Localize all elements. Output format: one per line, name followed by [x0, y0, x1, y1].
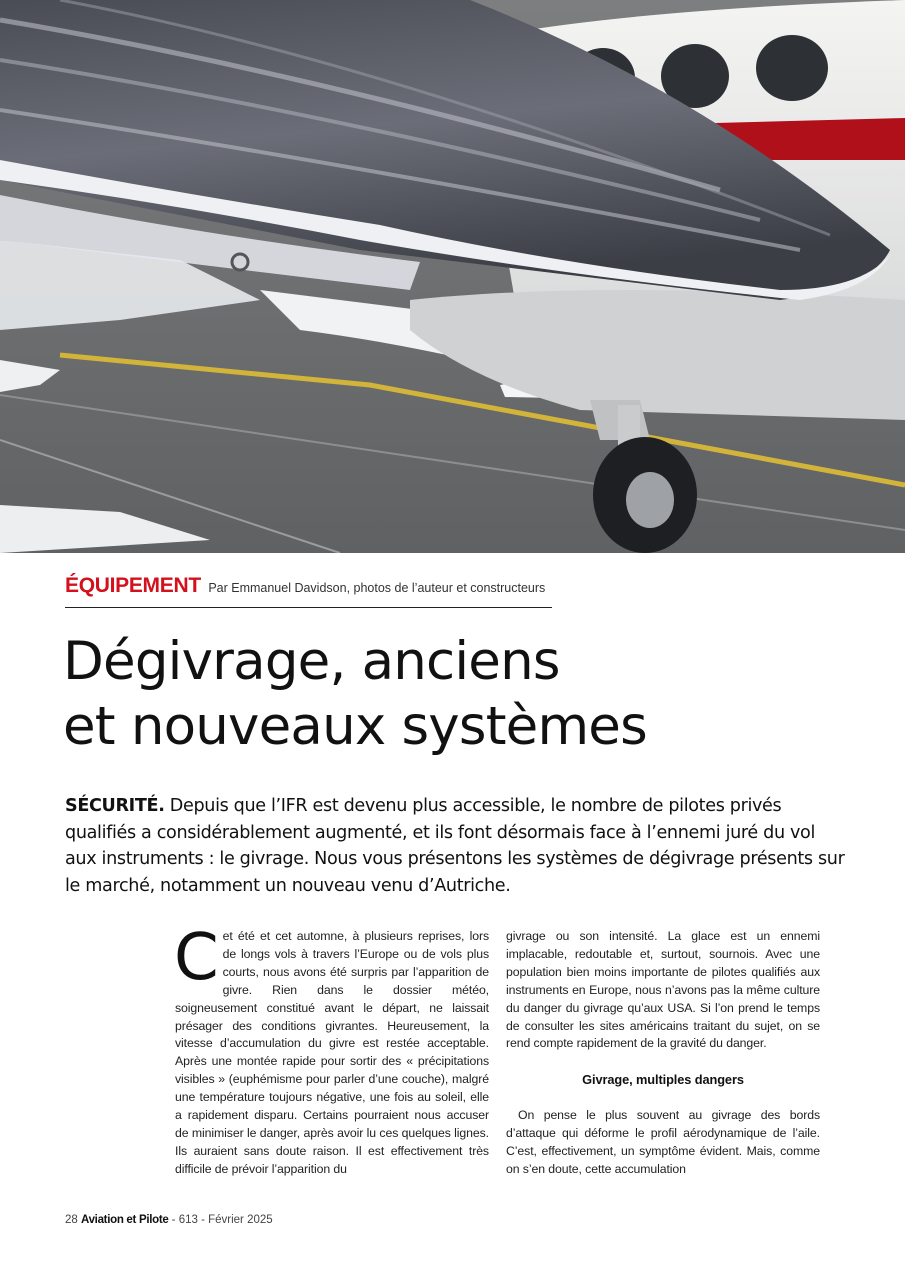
page-number: 28: [65, 1214, 81, 1226]
magazine-name: Aviation et Pilote: [81, 1214, 169, 1226]
issue-info: - 613 - Février 2025: [168, 1214, 273, 1226]
section-rubric: [65, 574, 552, 608]
body-paragraph-2: On pense le plus souvent au givrage des bords d’attaque qui déforme le profil aérodynamique de l’aile. C’est, effectivement, un symptôme évident. Mais, comme on s’en doute, cette accumulation: [506, 1108, 820, 1176]
section-subhead: Givrage, multiples dangers: [582, 1072, 744, 1088]
article-lead: [65, 793, 845, 899]
article-headline: [63, 629, 647, 759]
section-label: ÉQUIPEMENT: [65, 574, 201, 597]
lead-text: Depuis que l’IFR est devenu plus accessible, le nombre de pilotes privés qualifiés a considérablement augmenté, et ils font désormais face à l’ennemi juré du vol aux instruments : le givrage. Nous vous présentons les systèmes de dégivrage présents sur le marché, notamment un nouveau venu d’Autriche.: [65, 796, 845, 896]
headline-line-2: et nouveaux systèmes: [63, 696, 647, 757]
page-footer: [65, 1214, 273, 1226]
body-column-2: [506, 928, 820, 1179]
body-paragraph-1: et été et cet automne, à plusieurs reprises, lors de longs vols à travers l’Europe ou de vols plus courts, nous avons été surpris par l’apparition de givre. Rien dans le dossier météo, soigneusement constitué avant le départ, ne laissait présager des conditions givrantes. Heureusement, la vitesse d’accumulation du givre est restée acceptable. Après une montée rapide pour sortir des « précipitations visibles » (euphémisme pour parler d’une couche), malgré une température toujours négative, une fois au soleil, elle a rapidement disparu. Certains pourraient nous accuser de minimiser le danger, après avoir lu ces quelques lignes. Ils auraient sans doute raison. Il est effectivement très difficile de prévoir l’apparition du: [175, 929, 489, 1176]
drop-cap: C: [174, 921, 219, 995]
body-column-1: [174, 921, 489, 1179]
lead-kicker: SÉCURITÉ.: [65, 796, 165, 816]
byline: Par Emmanuel Davidson, photos de l’auteur et constructeurs: [208, 581, 546, 595]
body-paragraph-1-continued: givrage ou son intensité. La glace est un ennemi implacable, redoutable et, surtout, sournois. Avec une population bien moins importante de pilotes qualifiés aux instruments en Europe, nous n’avons pas la même culture du danger du givrage qu’aux USA. Si l’on prend le temps de consulter les sites américains traitant du sujet, on se rend compte rapidement de la gravité du danger.: [506, 929, 820, 1051]
ice-covered-wing-photo: [0, 0, 905, 553]
headline-line-1: Dégivrage, anciens: [63, 631, 560, 692]
